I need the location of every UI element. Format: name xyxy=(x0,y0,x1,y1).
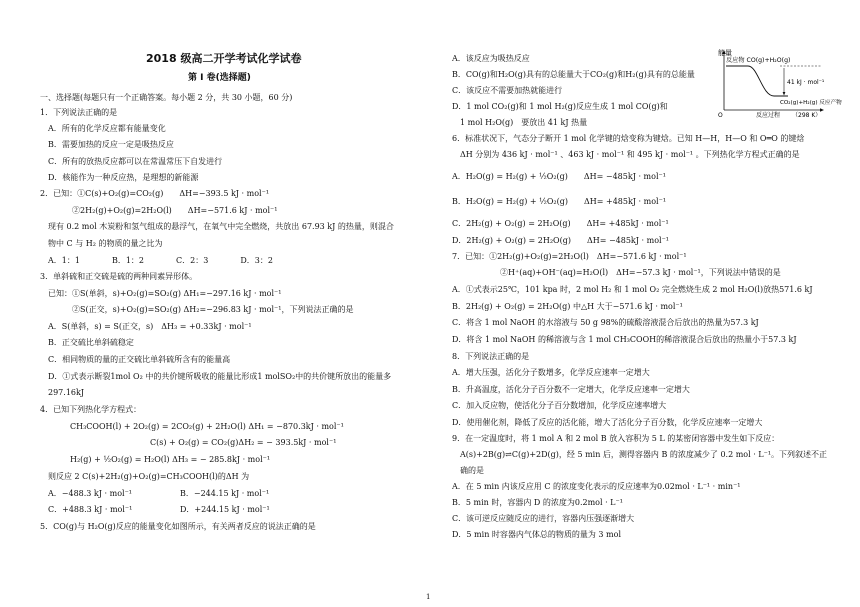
right-text-line: C．该可逆反应随反应的进行，容器内压强逐渐增大 xyxy=(452,514,635,523)
right-text-line: 确的是 xyxy=(460,466,484,475)
right-text-line: B．H₂O(g) = H₂(g) + ½O₂(g) ΔH= +485kJ · mol⁻¹ xyxy=(452,197,667,206)
right-text-line: 1 mol H₂O(g) 要放出 41 kJ 热量 xyxy=(460,118,588,127)
right-text-line: A．在 5 min 内该反应用 C 的浓度变化表示的反应速率为0.02mol · L⁻¹ · min⁻¹ xyxy=(452,482,741,491)
right-text-line: B．2H₂(g) + O₂(g) = 2H₂O(g) 中△H 大于−571.6 kJ · mol⁻¹ xyxy=(452,302,683,311)
right-text-line: B．5 min 时，容器内 D 的浓度为0.2mol · L⁻¹ xyxy=(452,498,623,507)
left-text-line: 已知：①S(单斜，s)+O₂(g)=SO₂(g) ΔH₁=−297.16 kJ · mol⁻¹ xyxy=(48,289,282,298)
right-text-line: C．该反应不需要加热就能进行 xyxy=(452,86,563,95)
right-text-line: C．将含 1 mol NaOH 的水溶液与 50 g 98%的硫酸溶液混合后放出的热量为57.3 kJ xyxy=(452,318,759,327)
left-text-line: D．①式表示断裂1mol O₂ 中的共价键所吸收的能量比形成1 molSO₂中的共价键所放出的能量多 xyxy=(48,372,392,381)
right-text-line: A．该反应为吸热反应 xyxy=(452,54,530,63)
right-text-line: 8．下列说法正确的是 xyxy=(452,352,530,361)
right-text-line: D．1 mol CO₂(g)和 1 mol H₂(g)反应生成 1 mol CO(g)和 xyxy=(452,102,668,111)
left-text-line: 一、选择题(每题只有一个正确答案。每小题 2 分，共 30 小题，60 分) xyxy=(40,93,293,102)
page-number: 1 xyxy=(426,593,431,601)
left-text-line: 则反应 2 C(s)+2H₂(g)+O₂(g)=CH₃COOH(l)的ΔH 为 xyxy=(48,472,250,481)
energy-curve xyxy=(726,66,788,96)
right-text-line: C．加入反应物，使活化分子百分数增加，化学反应速率增大 xyxy=(452,401,667,410)
reactants-label: 反应物 CO(g)+H₂O(g) xyxy=(726,57,791,64)
left-text-line: 4．已知下列热化学方程式： xyxy=(40,405,142,414)
right-text-line: A(s)+2B(g)⇌C(g)+2D(g)，经 5 min 后，测得容器内 B 的浓度减少了 0.2 mol · L⁻¹。下列叙述不正 xyxy=(460,450,828,459)
energy-diagram xyxy=(718,48,842,119)
energy-axis-label: 能量 xyxy=(718,49,732,57)
right-text-line: B．CO(g)和H₂O(g)具有的总能量大于CO₂(g)和H₂(g)具有的总能量 xyxy=(452,70,695,79)
left-text-line: CH₃COOH(l) + 2O₂(g) = 2CO₂(g) + 2H₂O(l) ΔH₁ = −870.3kJ · mol⁻¹ xyxy=(70,422,344,431)
left-text-line: C(s) + O₂(g) = CO₂(g)ΔH₂ = − 393.5kJ · mol⁻¹ xyxy=(150,438,337,447)
right-text-line: ②H⁺(aq)+OH⁻(aq)=H₂O(l) ΔH=−57.3 kJ · mol⁻¹，下列说法中错误的是 xyxy=(468,268,781,277)
origin-label: O xyxy=(718,112,723,119)
left-text-line: H₂(g) + ½O₂(g) = H₂O(l) ΔH₃ = − 285.8kJ · mol⁻¹ xyxy=(70,455,271,464)
right-text-line: D．使用催化剂，降低了反应的活化能，增大了活化分子百分数，化学反应速率一定增大 xyxy=(452,418,763,427)
right-text-line: 9．在一定温度时，将 1 mol A 和 2 mol B 放入容积为 5 L 的某密闭容器中发生如下反应： xyxy=(452,434,780,443)
left-text-line: 现有 0.2 mol 木炭粉和氢气组成的悬浮气，在氧气中完全燃烧，共放出 67.93 kJ 的热量，则混合 xyxy=(48,222,394,231)
delta-arrowhead xyxy=(783,92,786,96)
left-text-line: A．S(单斜，s) = S(正交，s) ΔH₃ = +0.33kJ · mol⁻¹ xyxy=(48,322,252,331)
right-text-line: A．H₂O(g) = H₂(g) + ½O₂(g) ΔH= −485kJ · mol⁻¹ xyxy=(452,172,666,181)
right-text-line: C．2H₂(g) + O₂(g) = 2H₂O(g) ΔH= +485kJ · mol⁻¹ xyxy=(452,219,669,228)
right-text-line: D．5 min 时容器内气体总的物质的量为 3 mol xyxy=(452,530,622,539)
page-title: 2018 级高二开学考试化学试卷 xyxy=(146,52,302,65)
right-text-line: A．增大压强，活化分子数增多，化学反应速率一定增大 xyxy=(452,368,650,377)
left-text-line: D．核能作为一种反应热，是理想的新能源 xyxy=(48,173,199,182)
right-text-line: 6．标准状况下，气态分子断开 1 mol 化学键的焓变称为键焓。已知 H—H，H—O 和 O═O 的键焓 xyxy=(452,134,805,143)
left-text-line: C．+488.3 kJ · mol⁻¹ xyxy=(48,505,133,514)
left-text-line: A．1：1 B．1：2 C．2：3 D．3：2 xyxy=(48,256,273,265)
section-heading: 第 Ⅰ 卷(选择题) xyxy=(188,73,251,83)
x-axis-label: 反应过程 xyxy=(756,112,781,119)
left-text-line: B．−244.15 kJ · mol⁻¹ xyxy=(180,489,270,498)
left-text-line: 1．下列说法正确的是 xyxy=(40,108,118,117)
left-text-line: C．所有的放热反应都可以在常温常压下自发进行 xyxy=(48,157,223,166)
left-text-line: ②2H₂(g)+O₂(g)=2H₂O(l) ΔH=−571.6 kJ · mol⁻¹ xyxy=(40,206,278,215)
temperature-label: （298 K） xyxy=(792,112,822,119)
left-text-line: A．−488.3 kJ · mol⁻¹ xyxy=(48,489,132,498)
delta-label: 41 kJ · mol⁻¹ xyxy=(787,79,825,86)
left-text-line: 5．CO(g)与 H₂O(g)反应的能量变化如图所示，有关两者反应的说法正确的是 xyxy=(40,522,316,531)
left-text-line: A．所有的化学反应都有能量变化 xyxy=(48,124,166,133)
left-text-line: 2．已知：①C(s)+O₂(g)=CO₂(g) ΔH=−393.5 kJ · mol⁻¹ xyxy=(40,189,270,198)
products-label: CO₂(g)+H₂(g) 反应产物 xyxy=(780,100,842,106)
right-text-line: ΔH 分别为 436 kJ · mol⁻¹ 、463 kJ · mol⁻¹ 和 495 kJ · mol⁻¹ 。下列热化学方程式正确的是 xyxy=(460,150,800,159)
left-text-line: B．需要加热的反应一定是吸热反应 xyxy=(48,140,174,149)
left-text-line: 物中 C 与 H₂ 的物质的量之比为 xyxy=(48,239,163,248)
right-text-line: D．2H₂(g) + O₂(g) = 2H₂O(g) ΔH= −485kJ · mol⁻¹ xyxy=(452,236,669,245)
right-text-line: D．将含 1 mol NaOH 的稀溶液与含 1 mol CH₃COOH的稀溶液混合后放出的热量小于57.3 kJ xyxy=(452,335,797,344)
left-text-line: B．正交硫比单斜硫稳定 xyxy=(48,338,134,347)
left-text-line: 297.16kJ xyxy=(48,388,85,397)
right-text-line: 7．已知：①2H₂(g)+O₂(g)=2H₂O(l) ΔH=−571.6 kJ · mol⁻¹ xyxy=(452,252,687,261)
left-text-line: D．+244.15 kJ · mol⁻¹ xyxy=(180,505,270,514)
left-text-line: 3．单斜硫和正交硫是硫的两种同素异形体。 xyxy=(40,272,198,281)
right-text-line: B．升高温度，活化分子百分数不一定增大，化学反应速率一定增大 xyxy=(452,385,690,394)
right-text-line: A．①式表示25℃，101 kpa 时，2 mol H₂ 和 1 mol O₂ 完全燃烧生成 2 mol H₂O(l)放热571.6 kJ xyxy=(452,285,813,294)
left-text-line: ②S(正交，s)+O₂(g)=SO₂(g) ΔH₂=−296.83 kJ · mol⁻¹，下列说法正确的是 xyxy=(48,305,354,314)
left-text-line: C．相同物质的量的正交硫比单斜硫所含有的能量高 xyxy=(48,355,231,364)
